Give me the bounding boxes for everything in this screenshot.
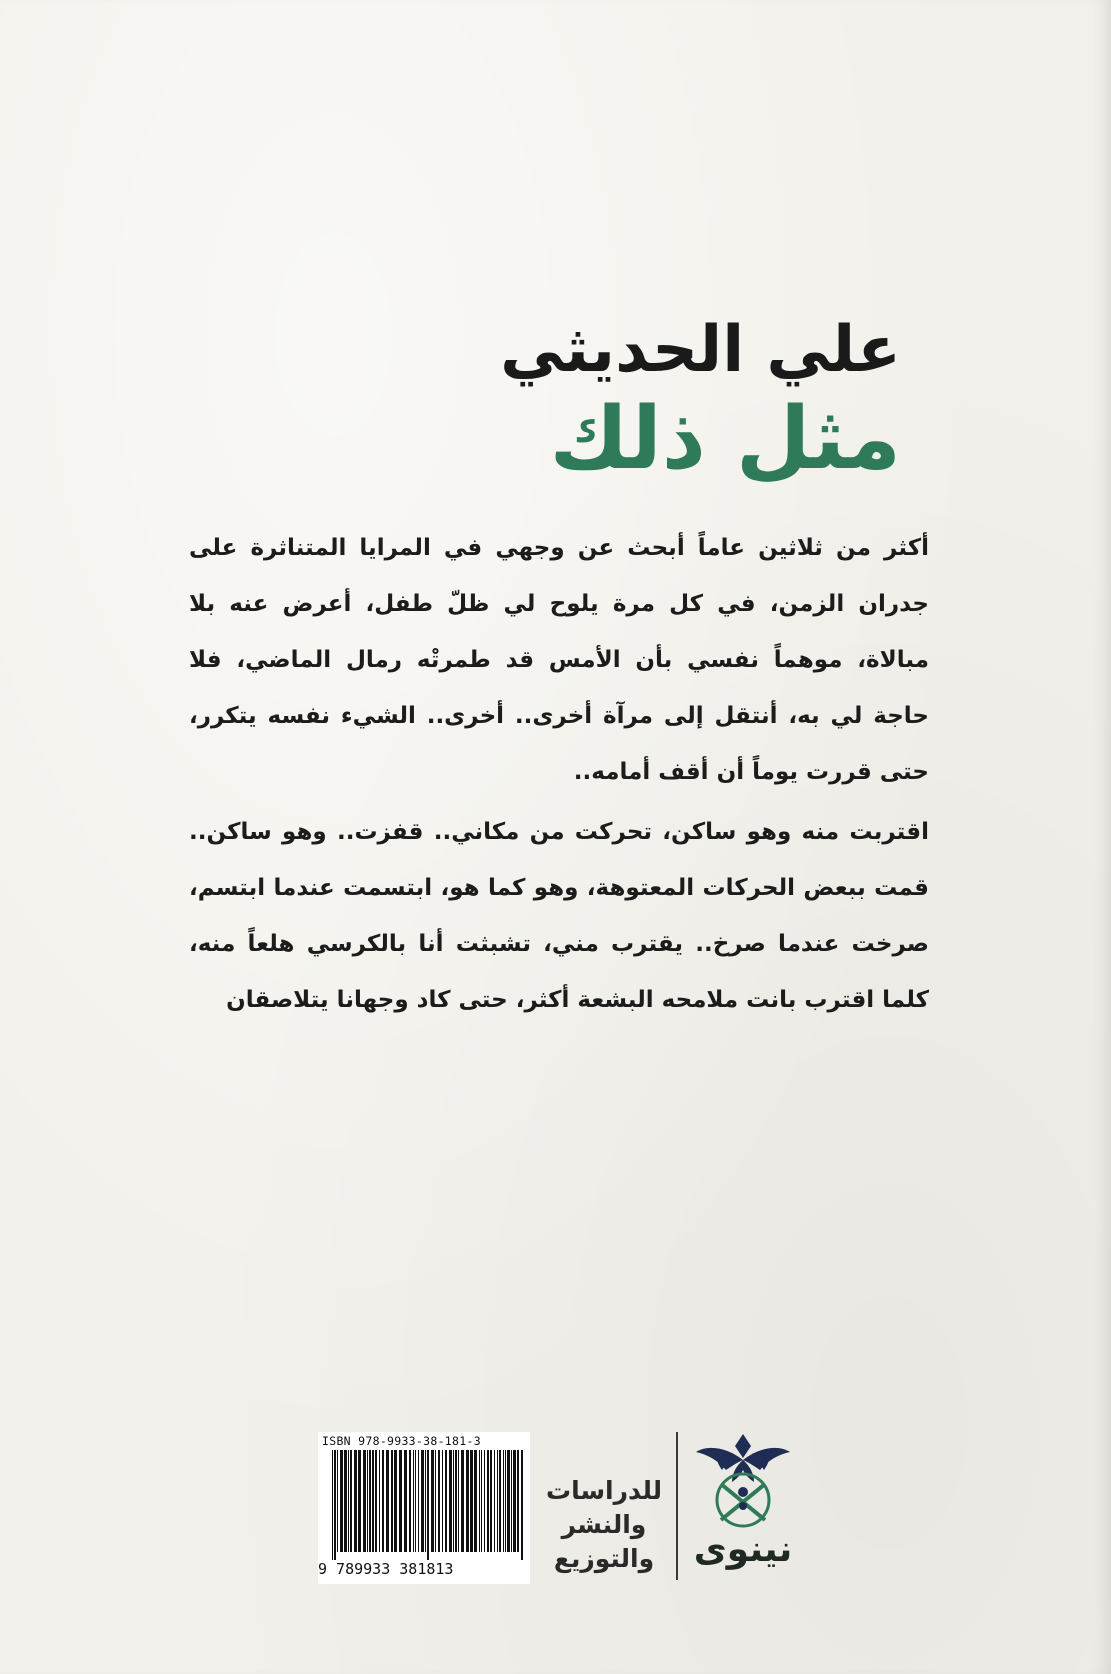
barcode-bar-6 [350,1450,352,1552]
barcode-bar-12 [372,1450,374,1552]
barcode-bar-18 [394,1450,397,1552]
barcode-bar-9 [363,1450,366,1552]
barcode-bar-24 [418,1450,419,1552]
barcode-bar-49 [503,1450,504,1552]
barcode-bar-39 [470,1450,473,1552]
barcode-bar-54 [517,1450,519,1552]
barcode-bar-0 [332,1450,333,1560]
barcode-bar-27 [427,1450,429,1560]
barcode-bar-33 [449,1450,452,1552]
barcode-bar-23 [415,1450,416,1552]
barcode-bar-46 [494,1450,495,1552]
author-name: علي الحديثي [500,313,901,387]
blurb-text [189,520,929,1032]
barcode-bar-13 [375,1450,377,1552]
barcode-bar-19 [399,1450,402,1552]
barcode-bar-42 [481,1450,482,1552]
barcode-bar-14 [379,1450,380,1552]
barcode-bar-11 [369,1450,371,1552]
barcode-bar-35 [455,1450,457,1552]
barcode-bar-1 [334,1450,336,1560]
barcode-bar-10 [367,1450,368,1552]
isbn-barcode [318,1432,530,1584]
barcode-bar-17 [391,1450,393,1552]
publisher-name: نينوى [693,1529,793,1570]
barcode-bar-22 [413,1450,414,1552]
barcode-bar-44 [487,1450,489,1552]
barcode-bar-28 [431,1450,434,1552]
barcode-bar-29 [435,1450,436,1552]
barcode-bar-40 [474,1450,477,1552]
barcode-bar-7 [354,1450,357,1552]
barcode-bar-38 [466,1450,469,1552]
barcode-bar-50 [505,1450,506,1552]
lotus-emblem-icon [688,1430,798,1530]
barcode-bar-30 [438,1450,440,1552]
barcode-bar-31 [442,1450,443,1552]
blurb-paragraph-1: أكثر من ثلاثين عاماً أبحث عن وجهي في المرايا المتناثرة على جدران الزمن، في كل مرة يلوح لي ظلّ طفل، أعرض عنه بلا مبالاة، موهماً نفسي بأن الأمس قد طمرتْه رمال الماضي، فلا حاجة لي به، أنتقل إلى مرآة أخرى.. أخرى.. الشيء نفسه يتكرر، حتى قررت يوماً أن أقف أمامه.. [189,535,929,785]
barcode-bar-41 [479,1450,480,1552]
barcode-bar-53 [513,1450,516,1552]
barcode-bar-20 [404,1450,407,1552]
barcode-bar-8 [358,1450,361,1552]
ean-digits: 9 789933 381813 [318,1560,454,1578]
publisher-tagline [539,1474,669,1576]
barcode-bar-45 [490,1450,492,1552]
barcode-bar-26 [425,1450,426,1552]
barcode-bar-15 [382,1450,384,1552]
isbn-label: ISBN 978-9933-38-181-3 [322,1434,481,1448]
barcode-bar-2 [337,1450,338,1552]
barcode-bar-43 [484,1450,485,1552]
publisher-divider [676,1432,678,1580]
barcode-bar-21 [409,1450,411,1552]
barcode-bars [332,1450,524,1560]
barcode-bar-37 [461,1450,464,1552]
barcode-bar-4 [344,1450,347,1552]
barcode-bar-16 [386,1450,389,1552]
barcode-bar-52 [511,1450,512,1552]
barcode-bar-36 [458,1450,459,1552]
blurb-paragraph-2: اقتربت منه وهو ساكن، تحركت من مكاني.. قفزت.. وهو ساكن.. قمت ببعض الحركات المعتوهة، وهو كما هو، ابتسمت عندما ابتسم، صرخت عندما صرخ.. يقترب مني، تشبثت أنا بالكرسي هلعاً منه، كلما اقترب بانت ملامحه البشعة أكثر، حتى كاد وجهانا يتلاصقان [189,819,929,1013]
barcode-bar-32 [445,1450,447,1552]
barcode-bar-25 [421,1450,424,1552]
barcode-bar-48 [499,1450,501,1552]
barcode-bar-5 [348,1450,349,1552]
barcode-bar-55 [521,1450,523,1560]
barcode-bar-47 [497,1450,498,1552]
book-title: مثل ذلك [549,389,901,489]
tagline-line-2: والنشر [561,1510,647,1539]
tagline-line-1: للدراسات [545,1476,663,1505]
tagline-line-3: والتوزيع [553,1544,655,1573]
barcode-bar-3 [340,1450,343,1552]
barcode-bar-51 [507,1450,510,1552]
barcode-bar-34 [453,1450,454,1552]
